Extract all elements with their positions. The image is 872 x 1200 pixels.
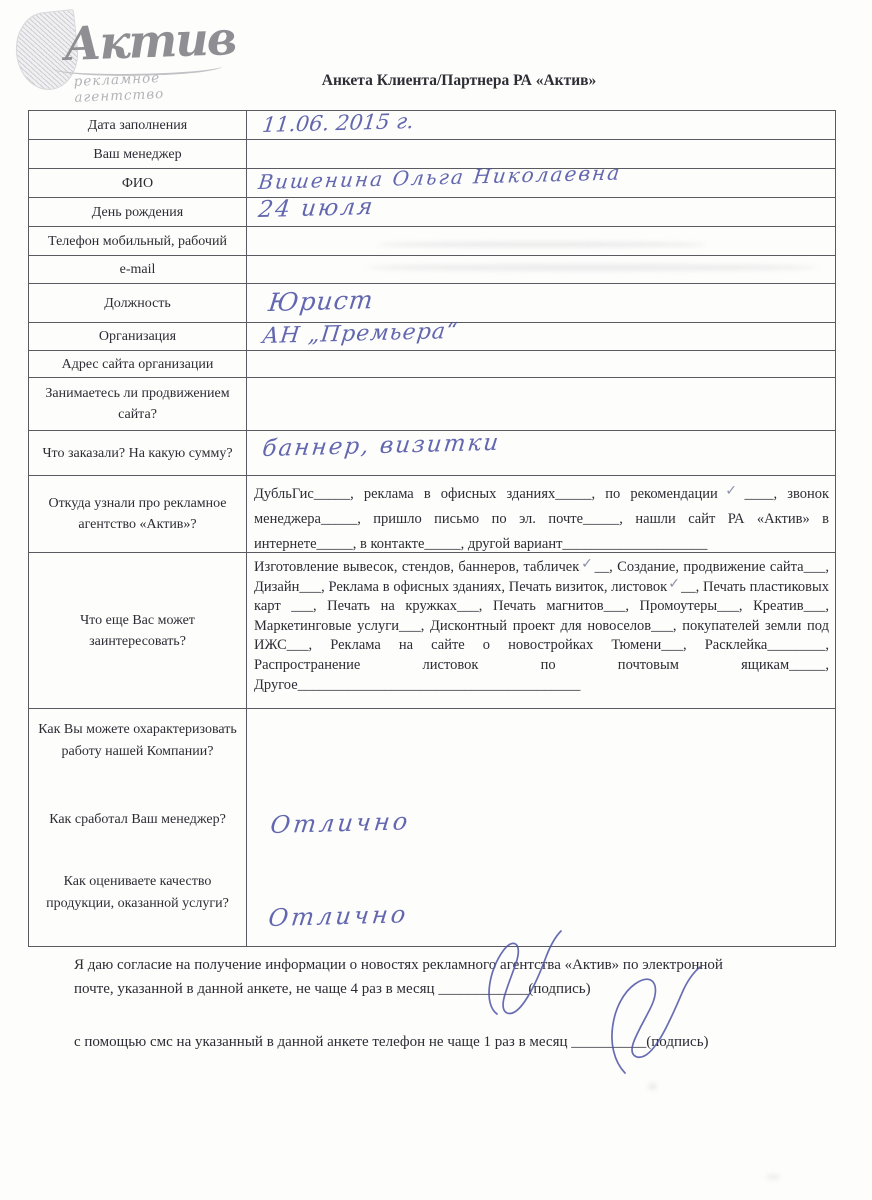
handwritten-fill-date: 11.06. 2015 г.	[261, 109, 416, 137]
label-email: e-mail	[29, 256, 247, 283]
row-birthday	[29, 193, 835, 227]
value-order	[247, 431, 835, 475]
handwritten-order: баннер, визитки	[261, 429, 502, 462]
value-interests	[247, 553, 835, 708]
check-mark-recommendation: ✓	[718, 483, 744, 499]
row-fill-date	[29, 111, 835, 140]
handwritten-birthday: 24 июля	[257, 193, 376, 223]
row-email	[29, 256, 835, 284]
row-site-address	[29, 351, 835, 378]
value-phone	[247, 227, 835, 255]
handwritten-organization: АН „Премьера“	[261, 318, 460, 349]
value-fio	[247, 160, 835, 197]
label-fio: ФИО	[29, 169, 247, 197]
consent-paragraph	[74, 953, 824, 1054]
interests-options-text	[254, 555, 829, 695]
consent-sms-line: с помощью смс на указанный в данной анкете телефон не чаще 1 раз в месяц __________(подпись)	[74, 1034, 709, 1050]
label-manager: Ваш менеджер	[29, 140, 247, 168]
value-site-address	[247, 351, 835, 377]
label-site-address: Адрес сайта организации	[29, 351, 247, 377]
label-source: Откуда узнали про рекламное агентство «Актив»?	[29, 476, 247, 552]
scan-smudge	[377, 242, 707, 247]
handwritten-fio: Вишенина Ольга Николаевна	[257, 160, 623, 194]
row-interests	[29, 553, 835, 709]
label-birthday: День рождения	[29, 198, 247, 226]
question-manager-work: Как сработал Ваш менеджер?	[49, 812, 226, 827]
source-text-part1: ДубльГис_____, реклама в офисных зданиях_____, по рекомендации	[254, 486, 718, 502]
interests-text-part1: Изготовление вывесок, стендов, баннеров, табличек	[254, 559, 580, 575]
interests-text-part2: __, Создание, продвижение сайта___, Дизайн___, Реклама в офисных зданиях, Печать визиток, листовок	[254, 559, 829, 595]
value-email	[247, 256, 835, 283]
source-options-text	[254, 478, 829, 557]
check-mark-leaflets: ✓	[668, 575, 681, 592]
value-source	[247, 476, 835, 552]
row-source	[29, 476, 835, 553]
handwritten-position: Юрист	[267, 285, 376, 317]
scan-dot	[766, 1174, 780, 1180]
logo-tagline: рекламное агентство	[73, 70, 165, 106]
row-organization	[29, 318, 835, 351]
row-order	[29, 431, 835, 476]
value-position	[247, 284, 835, 322]
feedback-questions	[29, 709, 247, 946]
consent-line-2: почте, указанной в данной анкете, не чаще 4 раз в месяц ____________(подпись)	[74, 981, 591, 997]
row-fio	[29, 160, 835, 198]
label-phone: Телефон мобильный, рабочий	[29, 227, 247, 255]
handwritten-quality-rating: Отлично	[267, 900, 411, 932]
feedback-answers	[247, 709, 835, 946]
scan-smudge	[367, 264, 817, 271]
row-phone	[29, 227, 835, 256]
label-fill-date: Дата заполнения	[29, 111, 247, 139]
question-quality: Как оцениваете качество продукции, оказанной услуги?	[46, 874, 229, 911]
source-text-part2: ____, звонок менеджера_____, пришло письмо по эл. почте_____, нашли сайт РА «Актив» в интернете_____, в контакте_____, другой вариант____________________	[254, 486, 830, 552]
logo-wordmark: Актив	[63, 11, 236, 71]
interests-text-part3: __, Печать пластиковых карт ___, Печать на кружках___, Печать магнитов___, Промоутеры___, Креатив___, Маркетинговые услуги___, Дисконтный проект для новоселов___, покупателей земли под ИЖС___, Реклама на сайте о новостройках Тюмени___, Расклейка________, Распространение листовок по почтовым ящикам_____, Другое_______________________________________	[254, 578, 829, 693]
scan-dot	[648, 1083, 657, 1090]
value-organization	[247, 318, 835, 350]
label-site-promotion: Занимаетесь ли продвижением сайта?	[29, 378, 247, 430]
check-mark-signs: ✓	[580, 556, 594, 572]
label-organization: Организация	[29, 323, 247, 350]
handwritten-manager-rating: Отлично	[269, 807, 413, 839]
row-feedback	[29, 709, 835, 946]
question-company-work: Как Вы можете охарактеризовать работу нашей Компании?	[38, 722, 237, 759]
questionnaire-table	[28, 110, 836, 947]
row-site-promotion	[29, 378, 835, 431]
label-position: Должность	[29, 284, 247, 322]
label-order: Что заказали? На какую сумму?	[29, 431, 247, 475]
consent-line-1: Я даю согласие на получение информации о новостях рекламного агентства «Актив» по электронной	[74, 957, 723, 973]
row-position	[29, 284, 835, 323]
label-interests: Что еще Вас может заинтересовать?	[29, 553, 247, 708]
form-title: Анкета Клиента/Партнера РА «Актив»	[321, 72, 597, 89]
value-fill-date	[247, 111, 835, 139]
value-site-promotion	[247, 378, 835, 430]
value-birthday	[247, 193, 835, 226]
